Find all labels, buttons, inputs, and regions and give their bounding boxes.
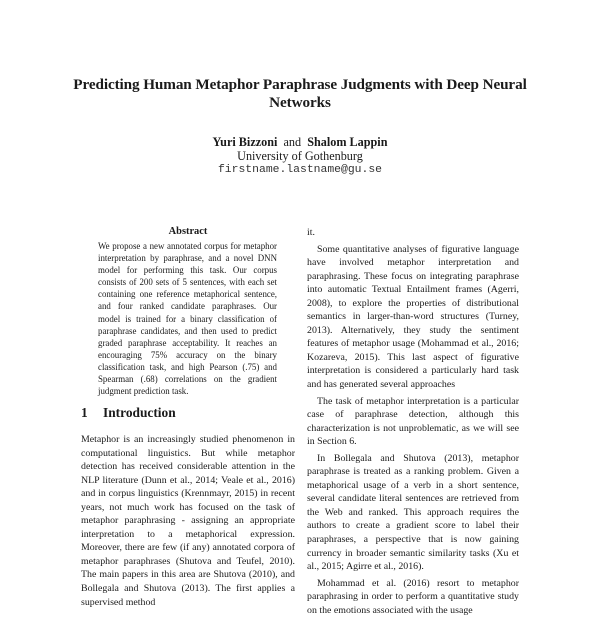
author-name: Shalom Lappin [307, 135, 388, 149]
body-paragraph: The task of metaphor interpretation is a particular case of paraphrase detection, although this characterization is not unproblematic, as we will see in Section 6. [307, 395, 519, 448]
affiliation: University of Gothenburg [237, 149, 363, 163]
continuation-text: it. [307, 227, 315, 238]
body-paragraph: In Bollegala and Shutova (2013), metaphor paraphrase is treated as a ranking problem. Given a metaphorical usage of a verb in a short sentence, several candidate literal sentences are retrieved from the Web and ranked. This approach requires the authors to create a gradient score to label their paraphrases, a perspective that is now gaining currency in broader semantic similarity tasks (Xu et al., 2015; Agirre et al., 2016). [307, 452, 519, 573]
body-paragraph: Mohammad et al. (2016) resort to metaphor paraphrasing in order to perform a quantitative study on the emotions associated with the usage [307, 577, 519, 616]
abstract-body [98, 240, 277, 397]
author-name: Yuri Bizzoni [212, 135, 278, 149]
section-number: 1 [81, 405, 88, 420]
body-paragraph: Metaphor is an increasingly studied phenomenon in computational linguistics. But while metaphor detection has received considerable attention in the NLP literature (Dunn et al., 2014; Veale et al., 2016) and in corpus linguistics (Krennmayr, 2015) in recent years, not much work has focused on the task of metaphor paraphrasing - assigning an appropriate interpretation to a metaphorical expression. Moreover, there are few (if any) annotated corpora of metaphor paraphrases (Shutova and Teufel, 2010). The main papers in this area are Shutova (2010), and Bollegala and Shutova (2013). The first applies a supervised method [81, 434, 295, 608]
section-heading [81, 405, 176, 421]
left-column-body [81, 433, 295, 609]
paper-title: Predicting Human Metaphor Paraphrase Judgments with Deep Neural Networks [73, 76, 527, 111]
email-address: firstname.lastname@gu.se [217, 164, 383, 176]
body-paragraph: Some quantitative analyses of figurative language have involved metaphor interpretation and paraphrasing. These focus on integrating paraphrase into automatic Textual Entailment frames (Agerri, 2008), to explore the properties of distributional semantics in larger-than-word structures (Turney, 2013). Alternatively, they study the sentiment features of metaphor usage (Mohammad et al., 2016; Kozareva, 2015). This last aspect of figurative interpretation is considered a particularly hard task and has generated several approaches [307, 243, 519, 391]
author-line [100, 135, 500, 149]
abstract-text: We propose a new annotated corpus for metaphor interpretation by paraphrase, and a novel DNN model for performing this task. Our corpus consists of 200 sets of 5 sentences, with each set containing one reference metaphorical sentence, and four ranked candidate paraphrases. Our model is trained for a binary classification of paraphrase candidates, and then used to predict graded paraphrase acceptability. It reaches an encouraging 75% accuracy on the binary classification task, and high Pearson (.75) and Spearman (.68) correlations on the gradient judgment prediction task. [98, 241, 277, 397]
author-connector: and [283, 135, 302, 149]
right-column-body [307, 226, 519, 617]
section-title: Introduction [103, 405, 176, 420]
abstract-heading: Abstract [168, 226, 208, 237]
